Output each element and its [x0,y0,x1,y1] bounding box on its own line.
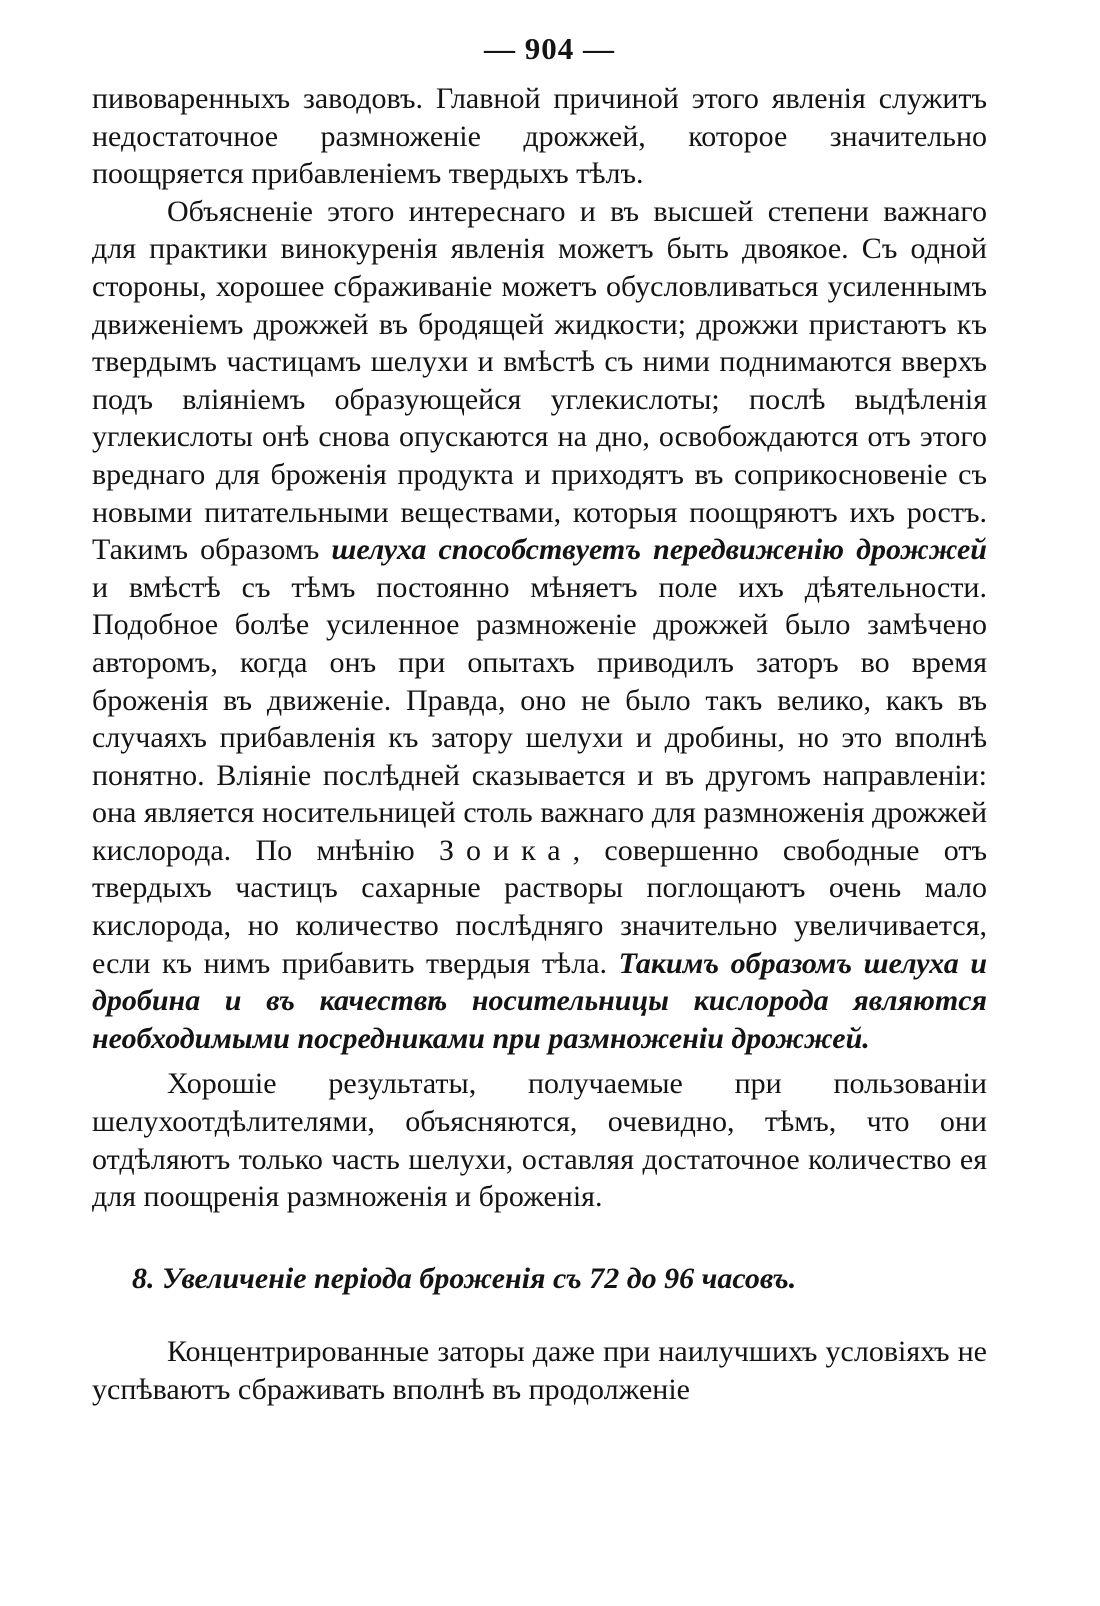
paragraph-4 [92,1333,987,1408]
paragraph-2-text-a: Объясненіе этого интереснаго и въ высшей степени важнаго для практики винокуренія явленія можетъ быть двоякое. Съ одной стороны, хорошее сбраживаніе можетъ обусловливаться усиленнымъ движеніемъ дрожжей въ бродящей жидкости; дрожжи пристаютъ къ твердымъ частицамъ шелухи и вмѣстѣ съ ними поднимаются вверхъ подъ вліяніемъ образующейся углекислоты; послѣ выдѣленія углекислоты онѣ снова опускаются на дно, освобождаются отъ этого вреднаго для броженія продукта и приходятъ въ соприкосновеніе съ новыми питательными веществами, которыя поощряютъ ихъ ростъ. Такимъ образомъ [92,194,987,567]
paragraph-1-text: пивоваренныхъ заводовъ. Главной причиной этого явленія служитъ недостаточное размноженіе дрожжей, которое значительно поощряется прибавленіемъ твердыхъ тѣлъ. [92,82,987,191]
paragraph-1 [92,80,987,193]
page-number: — 904 — [484,31,615,66]
document-page [92,24,987,1409]
paragraph-2-author-name: Зоика [439,833,573,867]
paragraph-2-text-b: и вмѣстѣ съ тѣмъ постоянно мѣняетъ поле ихъ дѣятельности. Подобное болѣе усиленное размноженіе дрожжей было замѣчено авторомъ, когда онъ при опытахъ приводилъ заторъ во время броженія въ движеніе. Правда, оно не было такъ велико, какъ въ случаяхъ прибавленія къ затору шелухи и дробины, но это вполнѣ понятно. Вліяніе послѣдней сказывается и въ другомъ направленіи: она является носительницей столь важнаго для размноженія дрожжей кислорода. По мнѣнію [92,570,987,867]
paragraph-2 [92,193,987,1058]
section-heading: 8. Увеличеніе періода броженія съ 72 до 96 часовъ. [132,1261,797,1295]
paragraph-3 [92,1065,987,1215]
paragraph-3-text: Хорошіе результаты, получаемые при пользованіи шелухоотдѣлителями, объясняются, очевидно, тѣмъ, что они отдѣляютъ только часть шелухи, оставляя достаточное количество ея для поощренія размноженія и броженія. [92,1067,987,1214]
paragraph-2-emphasis-a: шелуха способствуетъ передвиженію дрожжей [331,533,987,567]
paragraph-2-emphasis-b: Такимъ образомъ шелуха и дробина и въ качествѣ носительницы кислорода являются необходимыми посредниками при размноженіи дрожжей. [92,946,988,1055]
paragraph-4-text: Концентрированные заторы даже при наилучшихъ условіяхъ не успѣваютъ сбраживать вполнѣ въ продолженіе [92,1335,987,1406]
paragraph-2-text-c: , совершенно свободные отъ твердыхъ частицъ сахарные растворы поглощаютъ очень мало кислорода, но количество послѣдняго значительно увеличивается, если къ нимъ прибавить твердыя тѣла. [92,833,987,980]
